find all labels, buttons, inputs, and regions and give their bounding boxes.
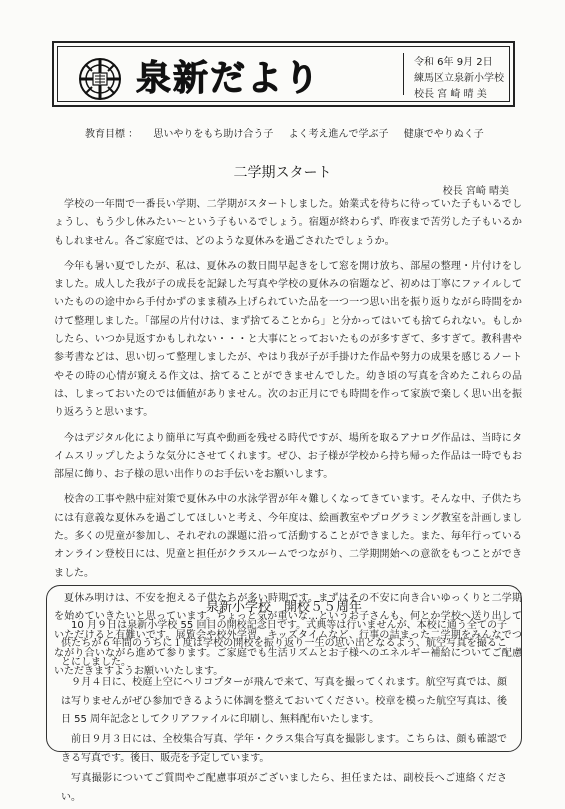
article-paragraph: 校舎の工事や熱中症対策で夏休み中の水泳学習が年々難しくなってきています。そんな中、子供たちには有意義な夏休みを過ごしてほしいと考え、今年度は、絵画教室やプログラミング教室を計画しました。多くの児童が参加し、それぞれの課題に沿って活動することができました。また、毎年行っているオンライン登校日には、児童と担任がクラスルームでつながり、二学期開始への意欲をもつことができました。 [54,494,522,579]
school-name: 練馬区立泉新小学校 [414,73,504,84]
notice-paragraph: 写真撮影についてご質問やご配慮事項がございましたら、担任または、副校長へご連絡ください。 [61,773,507,803]
header-inner-frame [57,46,510,102]
article-paragraph: 今年も暑い夏でしたが、私は、夏休みの数日間早起きをして窓を開け放ち、部屋の整理・片付けをしました。成人した我が子の成長を記録した写真や学校の夏休みの宿題など、初めは丁寧にファイルしていたものの途中から手付かずのまま積み上げられていた品を一つ一つ思い出を振り返りながら時間をかけて整理しました。「部屋の片付けは、まず捨てることから」と分かってはいても捨てられない。もしかしたら、いつか見返すかもしれない・・・と大事にとっておいたものが多すぎて、多すぎて。教科書や参考書などは、思い切って整理しましたが、やはり我が子が手掛けた作品や努力の成果を感じるノートやその時の心情が窺える作文は、捨てることができませんでした。幼き頃の写真を含めたこれらの品は、しまっておいたのでは価値がありません。次のお正月にでも時間を作って家族で楽しく思い出を振り返ろうと思います。 [54,260,522,419]
goal-item: 思いやりをもち助け合う子 [153,129,274,140]
principal-name: 校長 宮 崎 晴 美 [414,89,487,100]
article-paragraph: 学校の一年間で一番長い学期、二学期がスタートしました。始業式を待ちに待っていた子もいるでしょうし、もう少し休みたい～という子もいるでしょう。宿題が終わらず、昨夜まで苦労した子もいるかもしれません。各ご家庭では、どのような夏休みを過ごされたでしょうか。 [54,199,522,247]
notice-paragraph: ９月４日に、校庭上空にヘリコプターが飛んで来て、写真を撮ってくれます。航空写真では、顔は写りませんがぜひ参加できるように体調を整えておいてください。校章を模った航空写真は、後日 55 周年記念としてクリアファイルに印刷し、無料配布いたします。 [61,677,507,726]
goals-label: 教育目標 ： [85,129,139,140]
article-paragraph: 夏休み明けは、不安を抱える子供たちが多い時期です。まずはその不安に向き合いゆっくりと二学期を始めていきたいと思っています。ちょっと気が重いな…というお子さんも、何とか学校へ送り出していただけると有難いです。展覧会や校外学習、キッズタイムなど、行事の詰まった二学期をみんなでつながり合いながら進めて参ります。ご家庭でも生活リズムとお子様へのエネルギー補給についてご配慮いただきますようお願いいたします。 [54,592,522,678]
notice-paragraph: 10 月９日は泉新小学校 55 回目の開校記念日です。式典等は行いませんが、本校に通う全ての子供たちが６年間のうちに１度は学校の開校を振り返り一生の思い出となるよう、航空写真を撮ることにしました。 [61,620,507,668]
goal-item: よく考え進んで学ぶ子 [288,129,389,140]
article-paragraph: 今はデジタル化により簡単に写真や動画を残せる時代ですが、場所を取るアナログ作品は、当時にタイムスリップしたような気分にさせてくれます。ぜひ、お子様が学校から持ち帰った作品は一時でもお部屋に飾り、お子様の思い出作りのお手伝いをお願いします。 [54,432,522,481]
newsletter-header [52,41,515,107]
header-meta [414,55,504,103]
goal-item: 健康でやりぬく子 [403,129,484,140]
notice-body [61,617,507,809]
title-divider [403,53,404,95]
school-emblem-icon [78,57,122,101]
anniversary-notice-box [46,585,522,803]
article-title: 二学期スタート [233,165,332,181]
notice-paragraph: 前日９月３日には、全校集合写真、学年・クラス集合写真を撮影します。こちらは、顔も確認できる写真です。後日、販売を予定しています。 [61,734,507,764]
issue-date: 令和 6年 9月 2日 [414,57,493,68]
education-goals [85,125,496,140]
article-author: 校長 宮崎 晴美 [442,186,509,197]
newsletter-title: 泉新だより [136,58,322,99]
notice-title: 泉新小学校 開校５５周年 [205,600,362,615]
